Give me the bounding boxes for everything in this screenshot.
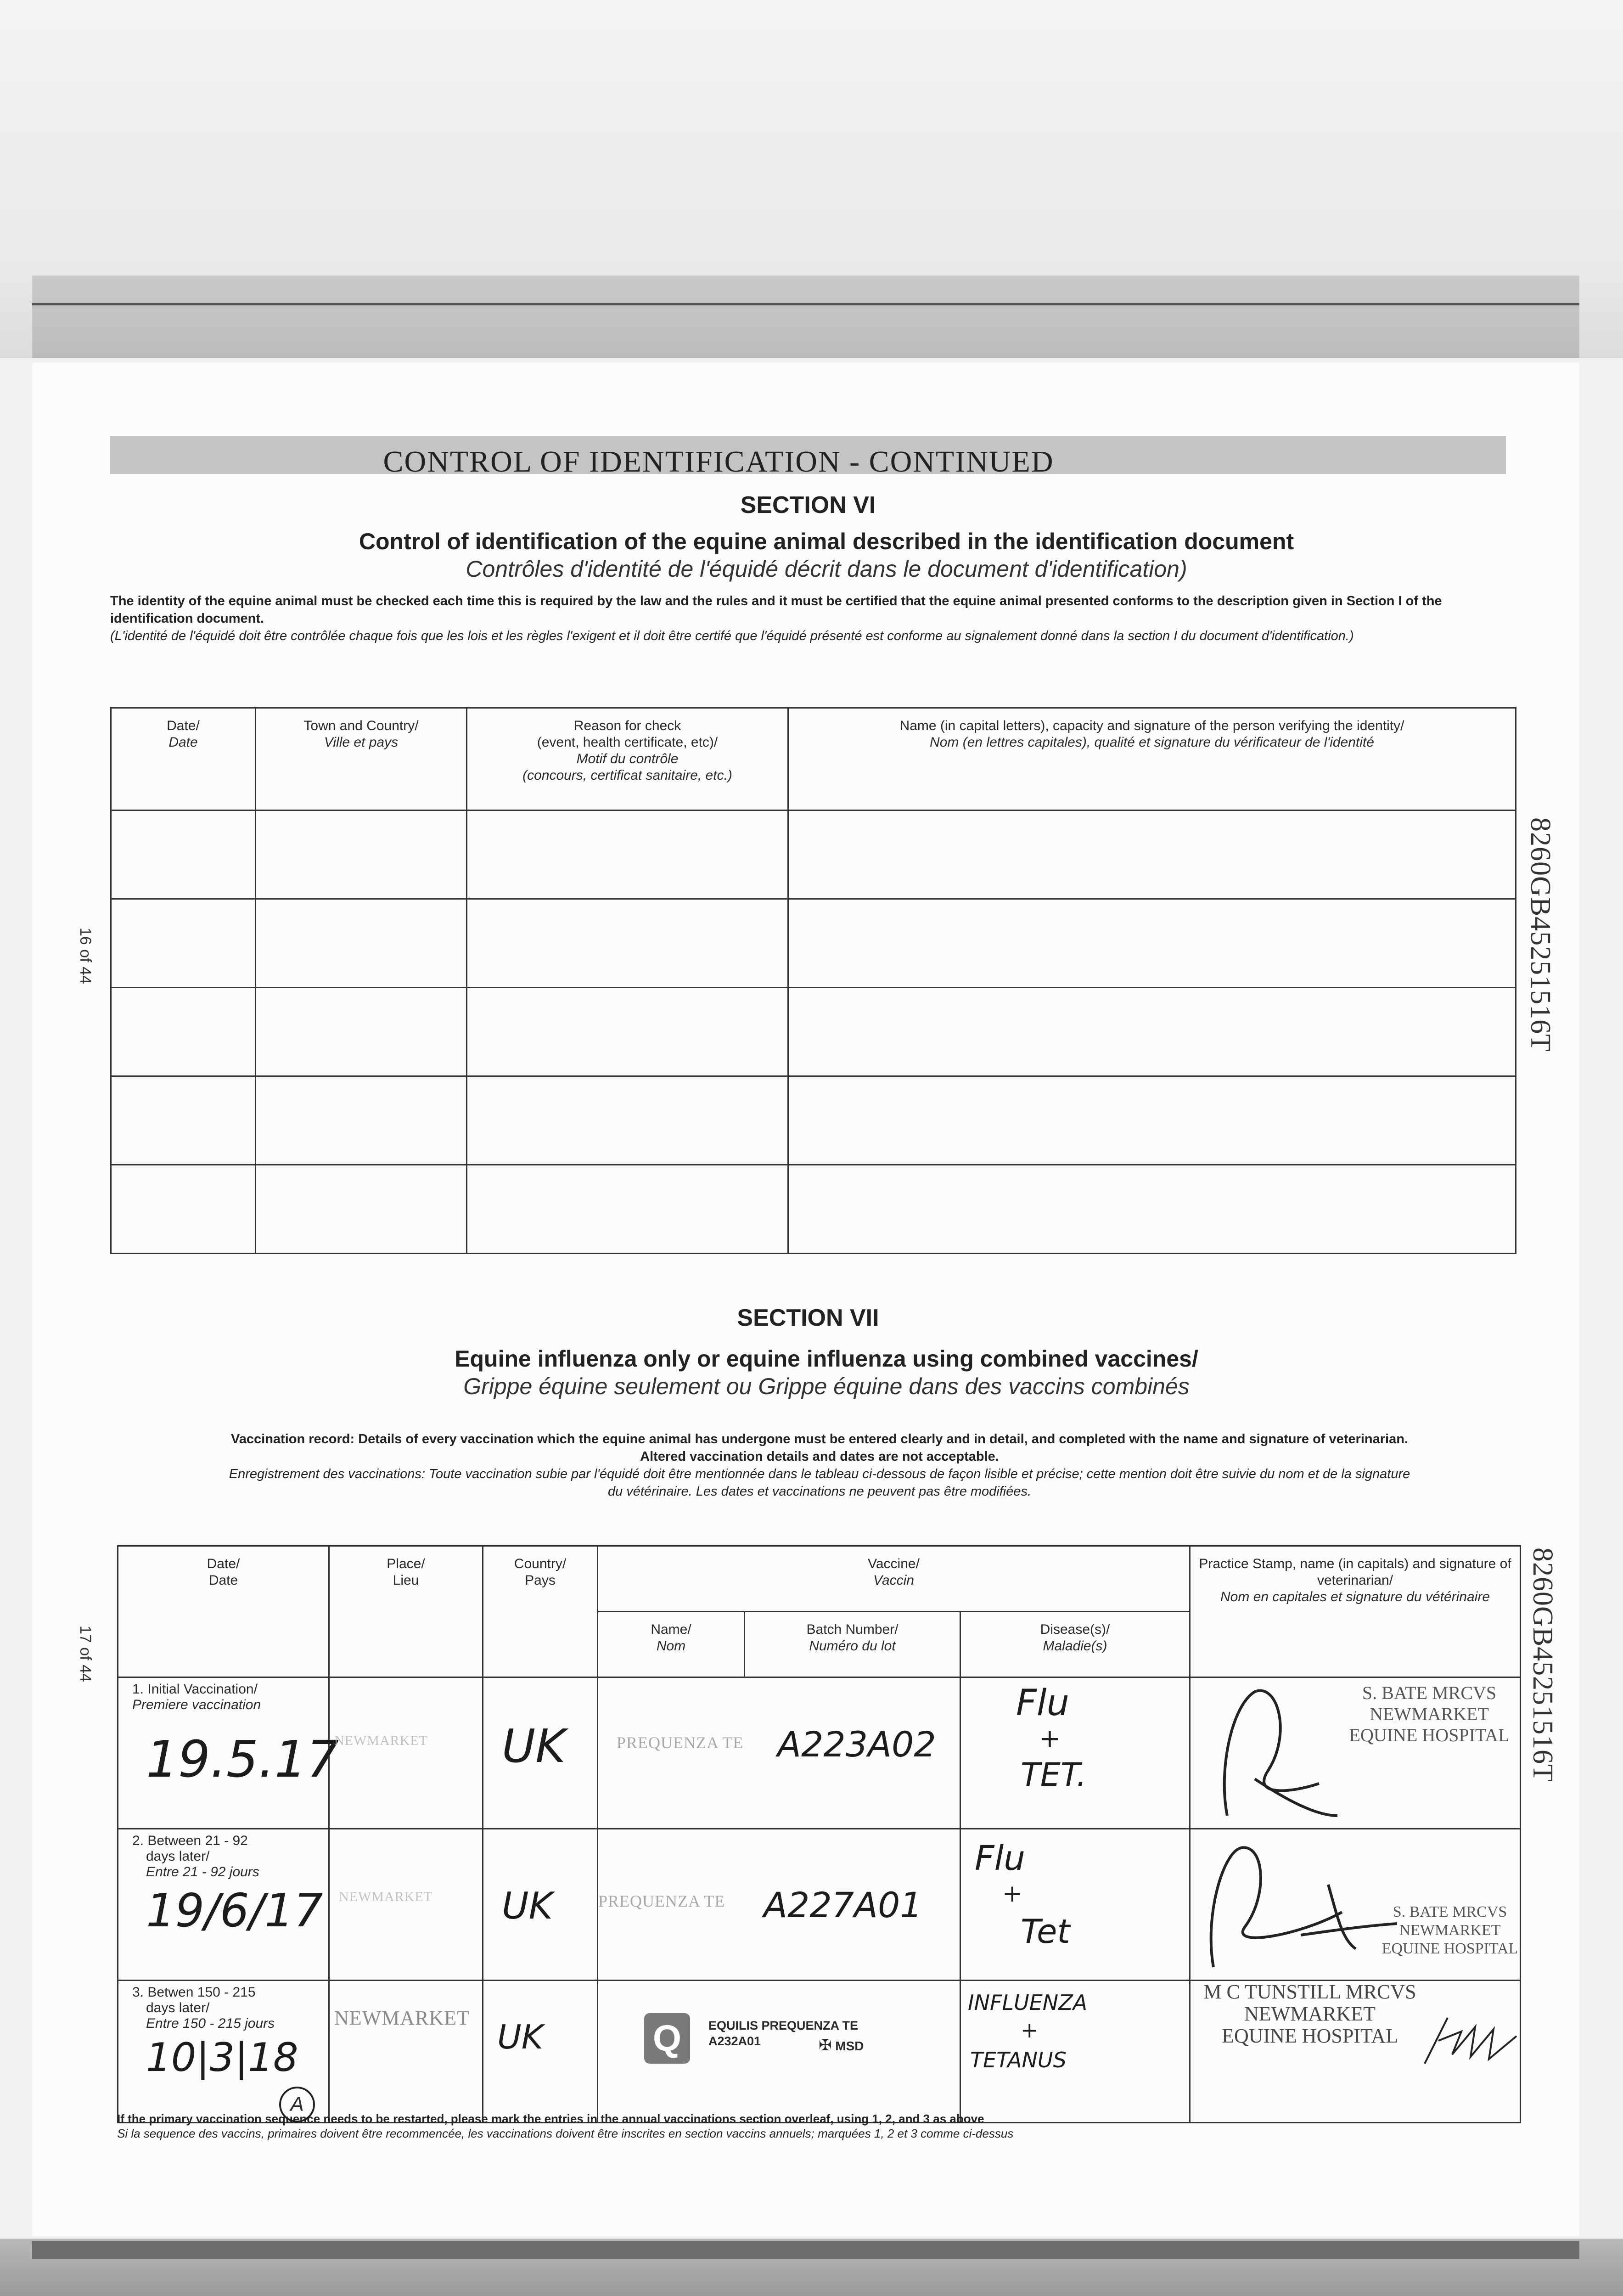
vacc-header-vaccine-en: Vaccine/	[868, 1556, 920, 1571]
passport-id-lower-text: 8260GB4525151	[1527, 1548, 1558, 1750]
row3-date: 10|3|18	[146, 2035, 298, 2081]
page-edge-line	[32, 303, 1579, 305]
row1-disease-1: Flu	[1016, 1683, 1069, 1724]
section-vi-title: SECTION VI	[740, 492, 876, 518]
section-vi-intro	[110, 592, 1511, 645]
vacc-header-name-fr: Nom	[656, 1638, 686, 1654]
header-reason-fr: Motif du contrôle	[576, 751, 679, 766]
page-number-16: 16 of 44	[77, 928, 94, 984]
table-row	[111, 1165, 1516, 1254]
cell	[788, 1076, 1516, 1165]
row3-annotation-circle: A	[279, 2087, 315, 2122]
fold-shadow	[32, 276, 1579, 358]
cell	[788, 810, 1516, 899]
vaccination-row-3	[118, 1981, 1521, 2123]
vacc-header-place-en: Place/	[387, 1556, 425, 1571]
row2-place-cell	[329, 1829, 483, 1981]
cell	[788, 988, 1516, 1076]
row3-place-cell	[329, 1981, 483, 2123]
row2-stamp	[1379, 1903, 1521, 1958]
row2-place: NEWMARKET	[339, 1889, 432, 1904]
row1-stamp-town: NEWMARKET	[1370, 1704, 1489, 1724]
row2-date: 19/6/17	[146, 1884, 323, 1937]
header-reason	[467, 708, 788, 810]
row1-disease-3: TET.	[1021, 1756, 1087, 1794]
cell	[467, 1076, 788, 1165]
row2-batch: A227A01	[764, 1885, 922, 1925]
cell	[256, 1076, 467, 1165]
row3-signature	[1420, 2013, 1521, 2068]
header-town-en: Town and Country/	[303, 718, 419, 733]
vacc-header-practice-en: Practice Stamp, name (in capitals) and signature of veterinarian/	[1199, 1556, 1511, 1588]
banner-title: CONTROL OF IDENTIFICATION - CONTINUED	[383, 445, 1054, 478]
section-vii-title: SECTION VII	[737, 1305, 879, 1331]
vacc-header-country-en: Country/	[514, 1556, 567, 1571]
row1-place: NEWMARKET	[334, 1733, 428, 1748]
row3-stamp-hospital: EQUINE HOSPITAL	[1222, 2025, 1398, 2047]
cell	[256, 899, 467, 988]
passport-id-lower	[1526, 1548, 1559, 1782]
header-date-fr: Date	[168, 735, 198, 750]
row1-disease-cell	[960, 1677, 1190, 1829]
passport-id-upper	[1524, 817, 1556, 1052]
row1-signature	[1200, 1678, 1347, 1829]
row3-place: NEWMARKET	[334, 2007, 470, 2029]
cell	[256, 1165, 467, 1254]
vaccination-row-1	[118, 1677, 1521, 1829]
row1-label-en: 1. Initial Vaccination/	[132, 1682, 258, 1697]
cell	[111, 988, 256, 1076]
vacc-header-batch	[745, 1612, 960, 1677]
vacc-header-vaccine-fr: Vaccin	[873, 1573, 914, 1588]
vacc-header-place-fr: Lieu	[393, 1573, 419, 1588]
row3-vaccine-name: EQUILIS PREQUENZA TE	[708, 2019, 859, 2032]
row1-place-cell	[329, 1677, 483, 1829]
cell	[467, 810, 788, 899]
header-verifier	[788, 708, 1516, 810]
row1-stamp	[1342, 1683, 1516, 1746]
page-bottom-edge	[32, 2241, 1579, 2259]
row2-vaccine-name-cell	[598, 1829, 960, 1981]
cell	[111, 1076, 256, 1165]
passport-id-lower-suffix: 6T	[1527, 1750, 1558, 1783]
vacc-header-date-en: Date/	[207, 1556, 240, 1571]
row1-disease-2: +	[1039, 1724, 1061, 1754]
record-en: Vaccination record: Details of every vaccination which the equine animal has undergone must be entered clearly and in detail, and completed with the name and signature of veterinarian.	[231, 1432, 1408, 1446]
vacc-header-batch-en: Batch Number/	[806, 1622, 899, 1637]
header-town-fr: Ville et pays	[324, 735, 399, 750]
row3-disease-cell	[960, 1981, 1190, 2123]
passport-id-upper-text: 8260GB4525151	[1525, 817, 1556, 1020]
vaccination-record-text	[119, 1430, 1520, 1500]
header-reason-en: Reason for check	[573, 718, 681, 733]
cell	[467, 899, 788, 988]
table-row	[111, 988, 1516, 1076]
vacc-header-name-en: Name/	[651, 1622, 691, 1637]
vacc-header-batch-fr: Numéro du lot	[809, 1638, 896, 1654]
cell	[467, 988, 788, 1076]
row2-date-cell	[118, 1829, 329, 1981]
row3-practice-cell	[1190, 1981, 1521, 2123]
row3-label-en2: days later/	[146, 2000, 210, 2015]
table-row	[111, 1076, 1516, 1165]
cell	[788, 1165, 1516, 1254]
row3-date-cell	[118, 1981, 329, 2123]
row3-disease-3: TETANUS	[970, 2048, 1067, 2072]
intro-fr: (L'identité de l'équidé doit être contrôlée chaque fois que les lois et les règles l'exigent et il doit être certifé que l'équidé présenté est conforme au signalement donné dans la section I du document d'identification.)	[110, 629, 1354, 643]
row3-label-fr: Entre 150 - 215 jours	[146, 2016, 275, 2031]
row1-date: 19.5.17	[146, 1730, 339, 1789]
row2-disease-3: Tet	[1021, 1912, 1070, 1951]
cell	[788, 899, 1516, 988]
row1-date-cell	[118, 1677, 339, 1829]
cell	[467, 1165, 788, 1254]
row2-signature	[1191, 1829, 1402, 1981]
vacc-header-practice	[1190, 1546, 1521, 1677]
header-date-en: Date/	[167, 718, 200, 733]
row2-stamp-name: S. BATE MRCVS	[1393, 1903, 1507, 1920]
row3-stamp-town: NEWMARKET	[1244, 2003, 1376, 2025]
row2-label-en: 2. Between 21 - 92	[132, 1833, 248, 1848]
header-reason-en2: (event, health certificate, etc)/	[537, 735, 718, 750]
row2-country-cell	[483, 1829, 598, 1981]
row2-practice-cell	[1190, 1829, 1521, 1981]
intro-en: The identity of the equine animal must be checked each time this is required by the law and the rules and it must be certified that the equine animal presented conforms to the description given in Section I of the identification document.	[110, 594, 1442, 626]
cell	[111, 810, 256, 899]
row2-stamp-hospital: EQUINE HOSPITAL	[1382, 1940, 1518, 1957]
header-verifier-en: Name (in capital letters), capacity and signature of the person verifying the identity/	[899, 718, 1404, 733]
row3-vaccine-cell	[598, 1981, 960, 2123]
row3-stamp-name: M C TUNSTILL MRCVS	[1203, 1981, 1416, 2003]
msd-brand-text: MSD	[835, 2039, 864, 2053]
record-fr: Enregistrement des vaccinations: Toute vaccination subie par l'équidé doit être mentionnée dans le tableau ci-dessous de façon lisible et précise; cette mention doit être suivie du nom et de la signature	[229, 1467, 1410, 1481]
row2-disease-2: +	[1002, 1880, 1022, 1908]
vacc-header-date-fr: Date	[208, 1573, 238, 1588]
vaccination-row-2	[118, 1829, 1521, 1981]
vacc-header-country	[483, 1546, 598, 1677]
row3-disease-1: INFLUENZA	[968, 1990, 1088, 2015]
row2-disease-cell	[960, 1829, 1190, 1981]
row1-practice-cell	[1190, 1677, 1521, 1829]
row2-country: UK	[502, 1885, 553, 1927]
section-vii-subtitle-en: Equine influenza only or equine influenza using combined vaccines/	[455, 1346, 1198, 1372]
row3-stamp	[1191, 1981, 1429, 2047]
vaccine-logo: Q	[644, 2013, 690, 2064]
cell	[111, 899, 256, 988]
msd-brand	[819, 2036, 864, 2054]
row1-country-cell	[483, 1677, 598, 1829]
row1-batch: A223A02	[777, 1724, 936, 1765]
record-fr2: du vétérinaire. Les dates et vaccinations ne peuvent pas être modifiées.	[607, 1484, 1032, 1499]
section-vii-subtitle-fr: Grippe équine seulement ou Grippe équine dans des vaccins combinés	[463, 1373, 1190, 1399]
header-verifier-fr: Nom (en lettres capitales), qualité et signature du vérificateur de l'identité	[930, 735, 1374, 750]
table-row	[111, 899, 1516, 988]
page-number-17: 17 of 44	[77, 1626, 94, 1682]
header-reason-fr2: (concours, certificat sanitaire, etc.)	[522, 768, 732, 783]
section-vi-subtitle-fr: Contrôles d'identité de l'équidé décrit dans le document d'identification)	[466, 556, 1187, 582]
row1-vaccine-name: PREQUENZA TE	[617, 1733, 744, 1752]
vacc-header-disease-en: Disease(s)/	[1040, 1622, 1110, 1637]
footer-note	[117, 2111, 1494, 2141]
record-en2: Altered vaccination details and dates are not acceptable.	[640, 1449, 999, 1464]
cell	[256, 810, 467, 899]
cell	[111, 1165, 256, 1254]
section-vi-subtitle-en: Control of identification of the equine animal described in the identification document	[359, 529, 1294, 554]
vacc-header-disease	[960, 1612, 1190, 1677]
table-row	[111, 810, 1516, 899]
msd-icon: ✠	[819, 2037, 832, 2054]
vacc-header-vaccine	[598, 1546, 1190, 1612]
row1-label-fr: Premiere vaccination	[132, 1697, 261, 1712]
row1-country: UK	[502, 1719, 566, 1773]
vacc-header-country-fr: Pays	[525, 1573, 556, 1588]
header-town	[256, 708, 467, 810]
row2-label-en2: days later/	[146, 1849, 210, 1864]
identification-check-table	[110, 707, 1516, 1254]
vacc-header-name	[598, 1612, 745, 1677]
row3-label-en: 3. Betwen 150 - 215	[132, 1985, 256, 2000]
vacc-header-practice-fr: Nom en capitales et signature du vétérinaire	[1220, 1589, 1490, 1604]
footer-en: If the primary vaccination sequence needs to be restarted, please mark the entries in the annual vaccinations section overleaf, using 1, 2, and 3 as above	[117, 2112, 984, 2126]
vacc-header-date	[118, 1546, 329, 1677]
row3-disease-2: +	[1021, 2018, 1039, 2043]
vacc-header-disease-fr: Maladie(s)	[1043, 1638, 1107, 1654]
row2-vaccine-name: PREQUENZA TE	[598, 1892, 725, 1910]
footer-fr: Si la sequence des vaccins, primaires doivent être recommencée, les vaccinations doivent être inscrites en section vaccins annuels; marquées 1, 2 et 3 comme ci-dessus	[117, 2127, 1014, 2140]
row1-stamp-name: S. BATE MRCVS	[1362, 1683, 1497, 1703]
cell	[256, 988, 467, 1076]
passport-id-upper-suffix: 6T	[1525, 1019, 1556, 1052]
row2-disease-1: Flu	[975, 1839, 1026, 1878]
vaccination-table	[117, 1545, 1521, 2123]
row1-vaccine-name-cell	[598, 1677, 960, 1829]
row1-stamp-hospital: EQUINE HOSPITAL	[1349, 1725, 1510, 1745]
row2-label-fr: Entre 21 - 92 jours	[146, 1864, 259, 1880]
row2-stamp-town: NEWMARKET	[1399, 1922, 1501, 1939]
row3-country: UK	[497, 2018, 543, 2056]
header-date	[111, 708, 256, 810]
vacc-header-place	[329, 1546, 483, 1677]
row3-batch: A232A01	[708, 2034, 761, 2048]
row3-country-cell	[483, 1981, 598, 2123]
